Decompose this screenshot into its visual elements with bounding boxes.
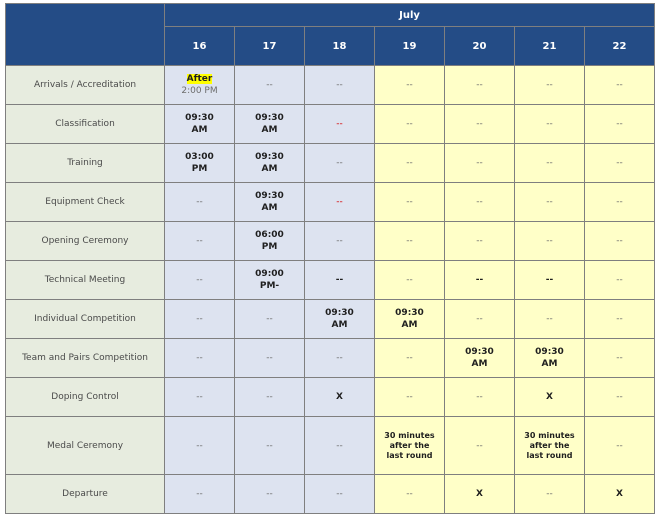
schedule-cell xyxy=(305,475,375,514)
schedule-cell xyxy=(165,300,235,339)
schedule-cell xyxy=(165,417,235,475)
schedule-cell xyxy=(585,261,655,300)
cell-value: -- xyxy=(546,119,553,129)
cell-value: -- xyxy=(196,236,203,246)
schedule-row xyxy=(6,66,655,105)
cell-value: -- xyxy=(616,80,623,90)
schedule-cell xyxy=(585,144,655,183)
row-label: Arrivals / Accreditation xyxy=(6,66,165,105)
schedule-cell xyxy=(515,144,585,183)
cell-value: X xyxy=(336,392,343,402)
schedule-table xyxy=(5,3,655,514)
cell-value: -- xyxy=(406,275,413,285)
cell-value: -- xyxy=(336,353,343,363)
cell-value: -- xyxy=(336,197,343,207)
cell-value: -- xyxy=(336,489,343,499)
row-label: Technical Meeting xyxy=(6,261,165,300)
schedule-cell xyxy=(165,183,235,222)
cell-value: -- xyxy=(406,353,413,363)
cell-value: -- xyxy=(266,392,273,402)
cell-value: -- xyxy=(475,275,484,285)
cell-value: -- xyxy=(406,197,413,207)
cell-value: 30 minutes after the last round xyxy=(384,430,435,460)
schedule-cell xyxy=(375,378,445,417)
schedule-row xyxy=(6,222,655,261)
schedule-cell xyxy=(375,261,445,300)
cell-value: -- xyxy=(196,440,203,451)
schedule-cell xyxy=(165,475,235,514)
cell-value: -- xyxy=(546,236,553,246)
month-header: July xyxy=(165,4,655,27)
schedule-cell xyxy=(305,300,375,339)
schedule-cell xyxy=(585,475,655,514)
schedule-row xyxy=(6,105,655,144)
schedule-cell xyxy=(165,144,235,183)
row-label: Opening Ceremony xyxy=(6,222,165,261)
cell-value: -- xyxy=(616,236,623,246)
cell-value: -- xyxy=(616,275,623,285)
cell-value: -- xyxy=(266,80,273,90)
schedule-cell xyxy=(375,300,445,339)
cell-value: 30 minutes after the last round xyxy=(524,430,575,460)
day-header: 16 xyxy=(165,27,235,66)
schedule-cell xyxy=(585,105,655,144)
schedule-cell xyxy=(165,261,235,300)
cell-value: -- xyxy=(476,440,483,451)
schedule-cell xyxy=(235,417,305,475)
schedule-cell xyxy=(375,144,445,183)
schedule-cell xyxy=(235,144,305,183)
row-label: Team and Pairs Competition xyxy=(6,339,165,378)
cell-value: -- xyxy=(266,489,273,499)
schedule-cell xyxy=(515,261,585,300)
schedule-row xyxy=(6,475,655,514)
cell-value: 09:30 AM xyxy=(255,191,284,213)
day-header: 17 xyxy=(235,27,305,66)
cell-value: -- xyxy=(476,197,483,207)
schedule-cell xyxy=(165,66,235,105)
schedule-cell xyxy=(235,261,305,300)
schedule-cell xyxy=(585,339,655,378)
schedule-cell xyxy=(445,66,515,105)
cell-value: -- xyxy=(476,314,483,324)
schedule-cell xyxy=(445,183,515,222)
cell-value: 06:00 PM xyxy=(255,230,284,252)
cell-value: -- xyxy=(616,197,623,207)
cell-value: 2:00 PM xyxy=(181,86,218,96)
day-header: 18 xyxy=(305,27,375,66)
cell-value: -- xyxy=(476,236,483,246)
schedule-cell xyxy=(585,183,655,222)
schedule-cell xyxy=(305,105,375,144)
cell-value: -- xyxy=(196,275,203,285)
cell-value: -- xyxy=(406,392,413,402)
row-label: Equipment Check xyxy=(6,183,165,222)
schedule-cell xyxy=(515,417,585,475)
schedule-cell xyxy=(515,339,585,378)
day-header: 19 xyxy=(375,27,445,66)
schedule-cell xyxy=(305,378,375,417)
cell-value: -- xyxy=(406,158,413,168)
cell-value: -- xyxy=(616,119,623,129)
schedule-cell xyxy=(585,378,655,417)
schedule-cell xyxy=(235,105,305,144)
schedule-body xyxy=(6,66,655,514)
schedule-cell xyxy=(445,475,515,514)
cell-value: -- xyxy=(336,80,343,90)
cell-value: -- xyxy=(616,314,623,324)
cell-value: X xyxy=(476,489,483,499)
schedule-cell xyxy=(305,183,375,222)
cell-value: -- xyxy=(476,80,483,90)
schedule-cell xyxy=(165,378,235,417)
schedule-row xyxy=(6,261,655,300)
cell-value: 09:30 AM xyxy=(395,308,424,330)
schedule-cell xyxy=(305,66,375,105)
schedule-cell xyxy=(235,66,305,105)
schedule-cell xyxy=(235,300,305,339)
schedule-row xyxy=(6,417,655,475)
cell-value: -- xyxy=(616,158,623,168)
cell-value: 09:30 AM xyxy=(465,347,494,369)
schedule-row xyxy=(6,378,655,417)
schedule-cell xyxy=(445,105,515,144)
cell-value: 03:00 PM xyxy=(185,152,214,174)
cell-value: -- xyxy=(196,197,203,207)
cell-value: -- xyxy=(546,197,553,207)
schedule-cell xyxy=(235,222,305,261)
cell-value: -- xyxy=(546,314,553,324)
cell-value: X xyxy=(616,489,623,499)
cell-value: -- xyxy=(336,119,343,129)
schedule-cell xyxy=(165,222,235,261)
schedule-cell xyxy=(585,66,655,105)
cell-value: -- xyxy=(546,80,553,90)
schedule-cell xyxy=(235,183,305,222)
schedule-cell xyxy=(515,222,585,261)
cell-value: X xyxy=(546,392,553,402)
cell-value: -- xyxy=(476,392,483,402)
row-label: Classification xyxy=(6,105,165,144)
schedule-cell xyxy=(375,417,445,475)
schedule-row xyxy=(6,144,655,183)
cell-value: 09:30 AM xyxy=(185,113,214,135)
cell-value: -- xyxy=(546,158,553,168)
cell-value: -- xyxy=(545,275,554,285)
schedule-cell xyxy=(515,105,585,144)
row-label: Individual Competition xyxy=(6,300,165,339)
highlight-marker: After xyxy=(186,74,213,84)
day-header: 20 xyxy=(445,27,515,66)
cell-value: -- xyxy=(406,80,413,90)
schedule-row xyxy=(6,300,655,339)
cell-value: 09:30 AM xyxy=(535,347,564,369)
schedule-row xyxy=(6,339,655,378)
cell-value: -- xyxy=(406,489,413,499)
schedule-cell xyxy=(375,475,445,514)
schedule-cell xyxy=(585,300,655,339)
cell-value: 09:00 PM- xyxy=(255,269,284,291)
schedule-cell xyxy=(585,417,655,475)
schedule-cell xyxy=(305,261,375,300)
cell-value: -- xyxy=(266,314,273,324)
day-header: 21 xyxy=(515,27,585,66)
schedule-cell xyxy=(305,144,375,183)
cell-value: -- xyxy=(336,440,343,451)
cell-value: -- xyxy=(546,489,553,499)
row-label: Doping Control xyxy=(6,378,165,417)
month-header-row xyxy=(6,4,655,27)
schedule-cell xyxy=(305,339,375,378)
schedule-cell xyxy=(375,183,445,222)
schedule-cell xyxy=(235,475,305,514)
cell-value: -- xyxy=(196,314,203,324)
cell-value: -- xyxy=(476,119,483,129)
schedule-cell xyxy=(305,417,375,475)
row-label: Departure xyxy=(6,475,165,514)
cell-value: -- xyxy=(266,440,273,451)
schedule-cell xyxy=(165,339,235,378)
row-label: Training xyxy=(6,144,165,183)
cell-value: -- xyxy=(616,440,623,451)
cell-value: 09:30 AM xyxy=(255,113,284,135)
schedule-cell xyxy=(445,417,515,475)
schedule-cell xyxy=(305,222,375,261)
schedule-cell xyxy=(445,339,515,378)
schedule-cell xyxy=(515,475,585,514)
cell-value: 09:30 AM xyxy=(325,308,354,330)
cell-value: -- xyxy=(616,392,623,402)
day-header: 22 xyxy=(585,27,655,66)
schedule-cell xyxy=(445,144,515,183)
schedule-cell xyxy=(515,183,585,222)
cell-value: -- xyxy=(335,275,344,285)
schedule-cell xyxy=(375,222,445,261)
header-corner xyxy=(6,4,165,66)
schedule-cell xyxy=(445,378,515,417)
schedule-cell xyxy=(235,339,305,378)
schedule-cell xyxy=(375,66,445,105)
cell-value: 09:30 AM xyxy=(255,152,284,174)
schedule-cell xyxy=(235,378,305,417)
schedule-row xyxy=(6,183,655,222)
schedule-cell xyxy=(515,378,585,417)
schedule-cell xyxy=(445,300,515,339)
cell-value: -- xyxy=(336,158,343,168)
cell-value: -- xyxy=(616,353,623,363)
cell-value: -- xyxy=(406,236,413,246)
row-label: Medal Ceremony xyxy=(6,417,165,475)
cell-value: -- xyxy=(266,353,273,363)
cell-value: -- xyxy=(336,236,343,246)
cell-value: -- xyxy=(196,353,203,363)
cell-value: -- xyxy=(476,158,483,168)
schedule-cell xyxy=(445,261,515,300)
schedule-cell xyxy=(375,105,445,144)
cell-value: -- xyxy=(196,392,203,402)
schedule-cell xyxy=(515,66,585,105)
cell-value: -- xyxy=(406,119,413,129)
cell-value: -- xyxy=(196,489,203,499)
schedule-cell xyxy=(165,105,235,144)
schedule-cell xyxy=(375,339,445,378)
schedule-cell xyxy=(445,222,515,261)
schedule-cell xyxy=(585,222,655,261)
schedule-cell xyxy=(515,300,585,339)
